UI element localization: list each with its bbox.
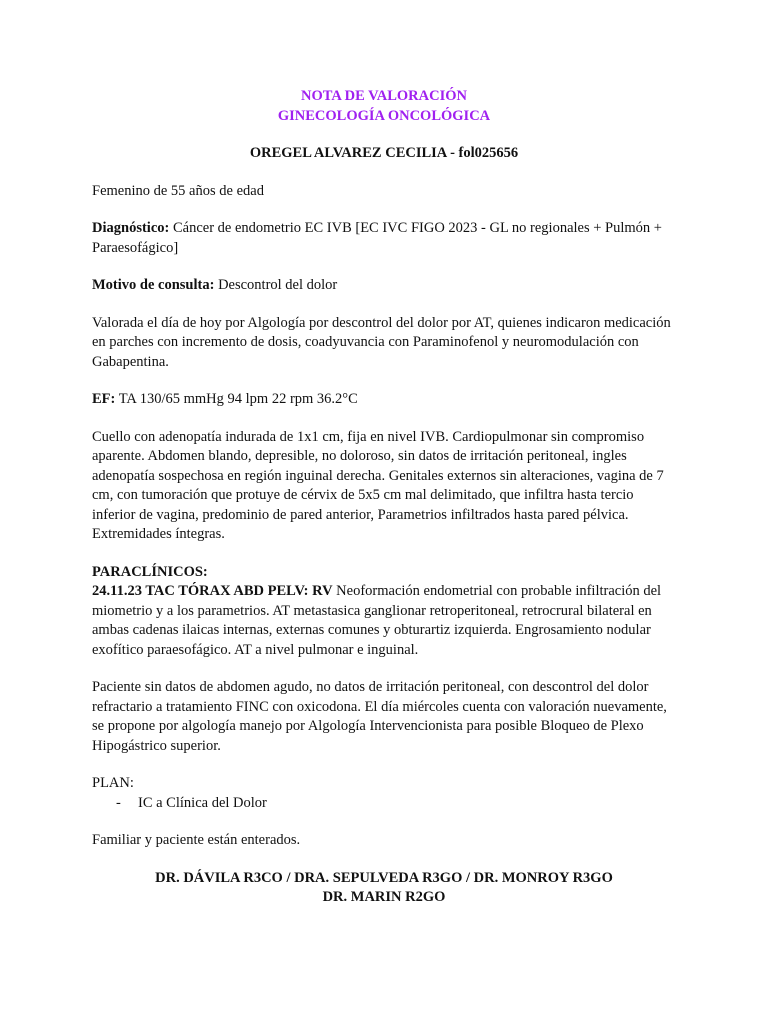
plan-bullet: - [116,794,121,811]
plan-section [92,774,676,813]
study-label: 24.11.23 TAC TÓRAX ABD PELV: RV [92,583,333,599]
reason-text: Descontrol del dolor [214,277,338,293]
document-title-line2: GINECOLOGÍA ONCOLÓGICA [277,108,491,124]
diagnosis-paragraph [92,219,676,258]
study-text: Neoformación endometrial con probable infiltración del miometrio y a los parametrios. AT metastasica ganglionar retroperitoneal, retrocrural bilateral en ambas cadenas ilaicas internas, externas comunes y obturartiz izquierda. Engrosamiento nodular exofítico paraesofágico. AT a nivel pulmonar e inguinal. [92,583,662,658]
plan-item-text: IC a Clínica del Dolor [138,794,267,811]
patient-demographics: Femenino de 55 años de edad [92,182,264,199]
signers-block [92,869,676,908]
closing-statement: Familiar y paciente están enterados. [92,832,301,848]
assessment-paragraph: Paciente sin datos de abdomen agudo, no datos de irritación peritoneal, con descontrol del dolor refractario a tratamiento FINC con oxicodona. El día miércoles cuenta con valoración nuevamente, se propone por algología manejo por Algología Intervencionista para posible Bloqueo de Plexo Hipogástrico superior. [92,679,667,754]
exam-label: EF: [92,391,116,407]
paraclinicos-heading: PARACLÍNICOS: [92,563,208,580]
signers-line2: DR. MARIN R2GO [322,889,446,905]
diagnosis-text: Cáncer de endometrio EC IVB [EC IVC FIGO 2023 - GL no regionales + Pulmón + Paraesofágico] [92,220,662,256]
evaluation-paragraph: Valorada el día de hoy por Algología por descontrol del dolor por AT, quienes indicaron medicación en parches con incremento de dosis, coadyuvancia con Paraminofenol y neuromodulación con Gabapentina. [92,314,671,370]
vitals-paragraph [92,390,676,410]
document-title-line1: NOTA DE VALORACIÓN [301,88,467,104]
patient-name: OREGEL ALVAREZ CECILIA - fol025656 [249,145,519,161]
exam-vitals: TA 130/65 mmHg 94 lpm 22 rpm 36.2°C [115,391,358,407]
signers-line1: DR. DÁVILA R3CO / DRA. SEPULVEDA R3GO / DR. MONROY R3GO [155,869,613,886]
reason-paragraph [92,276,676,296]
paraclinicos-study [92,582,676,660]
plan-item [92,794,676,814]
paraclinicos-section [92,563,676,661]
diagnosis-label: Diagnóstico: [92,220,170,236]
plan-heading: PLAN: [92,775,134,791]
reason-label: Motivo de consulta: [92,277,215,293]
exam-findings-paragraph: Cuello con adenopatía indurada de 1x1 cm, fija en nivel IVB. Cardiopulmonar sin compromiso aparente. Abdomen blando, depresible, no doloroso, sin datos de irritación peritoneal, ingles adenopatía sospechosa en región inguinal derecha. Genitales externos sin alteraciones, vagina de 7 cm, con tumoración que protuye de cérvix de 5x5 cm mal delimitado, que infiltra hasta tercio inferior de vagina, predominio de pared anterior, Parametrios infiltrados hasta pared pélvica. Extremidades íntegras. [92,428,664,542]
